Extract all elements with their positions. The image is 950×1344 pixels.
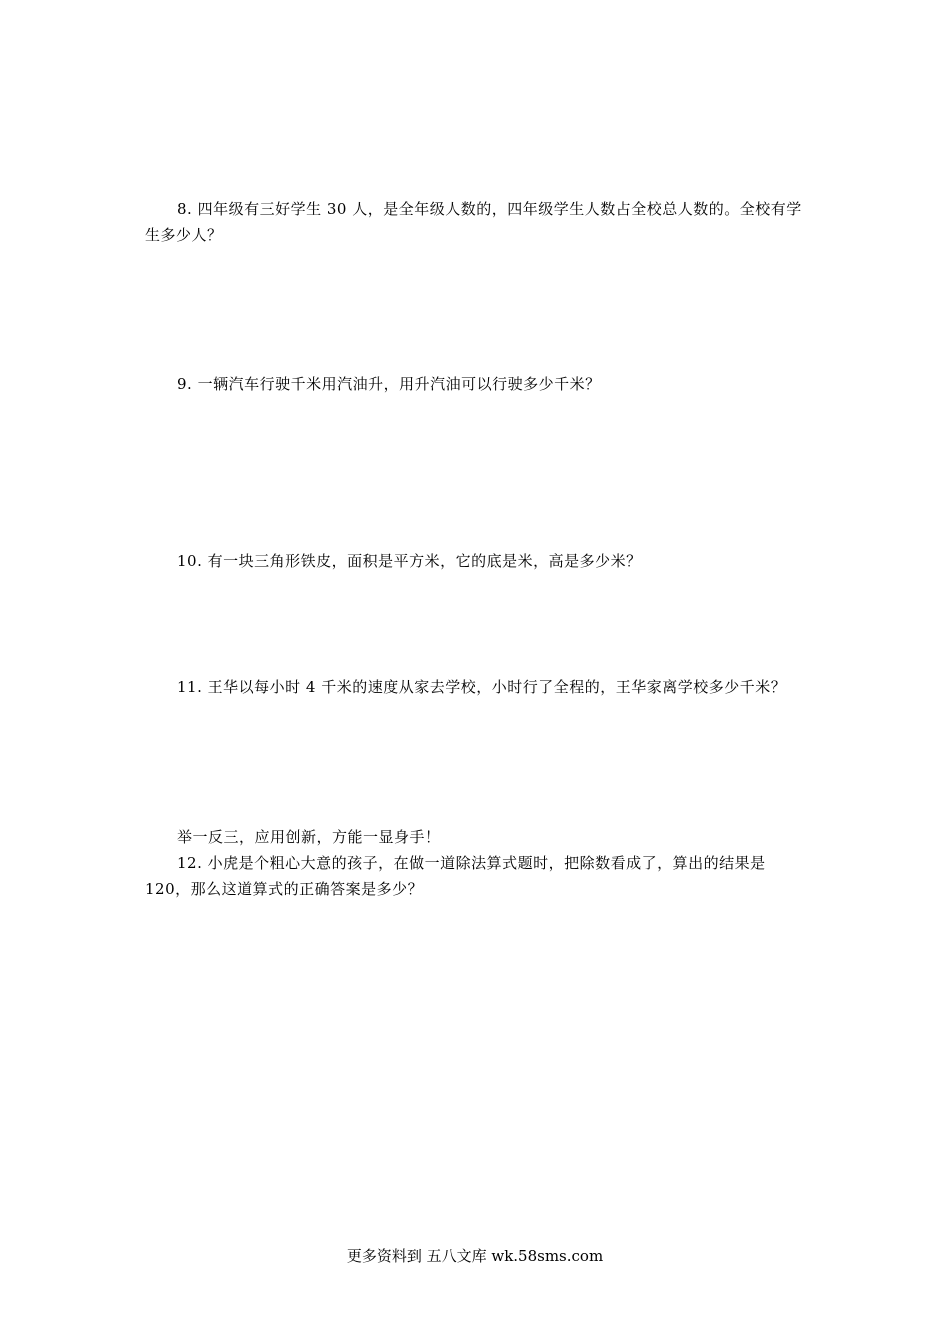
question-8: 8. 四年级有三好学生 30 人，是全年级人数的，四年级学生人数占全校总人数的。全校有学生多少人？ <box>145 200 802 244</box>
question-9: 9. 一辆汽车行驶千米用汽油升，用升汽油可以行驶多少千米？ <box>177 375 601 393</box>
question-10: 10. 有一块三角形铁皮，面积是平方米，它的底是米，高是多少米？ <box>177 552 642 570</box>
question-11: 11. 王华以每小时 4 千米的速度从家去学校，小时行了全程的，王华家离学校多少千米？ <box>177 678 787 696</box>
question-12: 12. 小虎是个粗心大意的孩子，在做一道除法算式题时，把除数看成了，算出的结果是 120，那么这道算式的正确答案是多少？ <box>145 854 766 898</box>
section-heading: 举一反三，应用创新，方能一显身手！ <box>177 828 441 846</box>
footer-link[interactable]: 更多资料到 五八文库 wk.58sms.com <box>346 1247 604 1265</box>
